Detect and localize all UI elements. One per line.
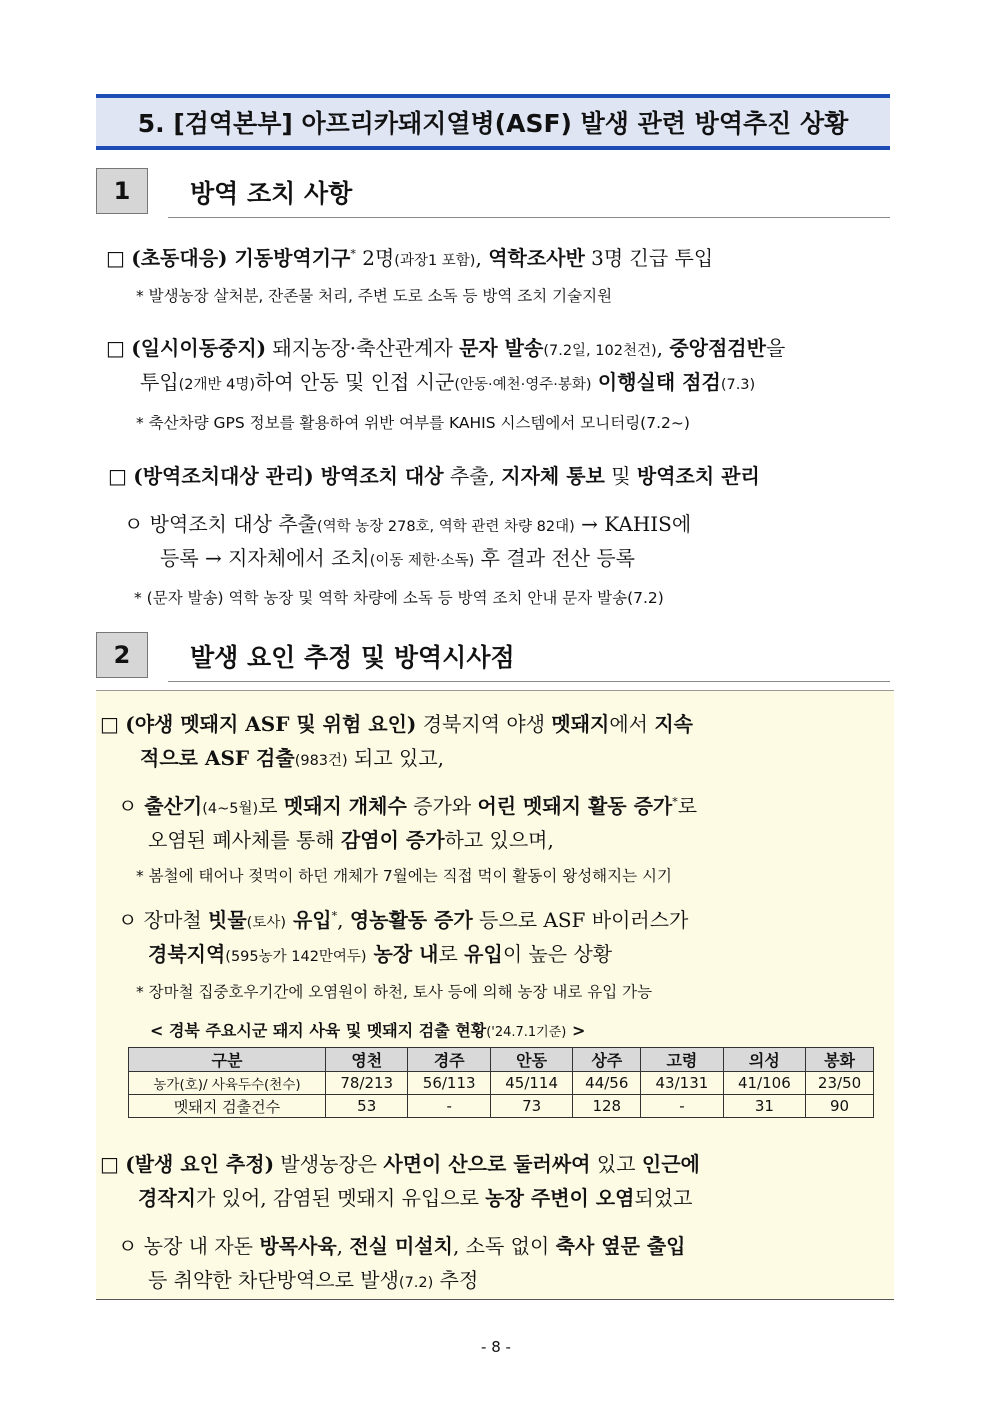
bullet-text: , [337,908,350,932]
bullet-text: 추출, [443,464,502,488]
table-cell: 128 [573,1095,641,1118]
s1-bullet-2 [106,332,785,361]
s1-sub-bullet [124,508,691,537]
bullet-lead: (초동대응) [131,246,228,270]
bullet-term: 기동방역기구 [227,246,351,270]
bullet-text: 발생농장은 [274,1152,384,1176]
bullet-paren: (과장1 포함) [394,253,476,269]
table-row [129,1095,874,1118]
bullet-paren: (토사) [246,915,286,931]
table-cell: 44/56 [573,1072,641,1095]
bullet-text: 등록 → 지자체에서 조치 [160,546,370,570]
s2-sub-bullet-2 [118,904,688,933]
checkbox-glyph: □ [100,1152,119,1176]
bullet-term: 지자체 통보 [501,464,605,488]
table-caption [150,1018,585,1041]
bullet-paren: (983건) [294,753,348,769]
checkbox-glyph: □ [106,246,125,270]
table-cell: 23/50 [806,1072,874,1095]
circle-bullet-glyph: ㅇ [124,512,144,536]
bullet-term: 인근에 [641,1152,700,1176]
footnote-mark: * [350,247,356,261]
bullet-term: 출산기 [137,794,203,818]
bullet-text: , [656,336,670,360]
section-1-header [96,168,890,216]
stats-table [128,1047,874,1118]
table-cell: 41/106 [723,1072,805,1095]
section-2-title: 발생 요인 추정 및 방역시사점 [190,643,515,672]
bullet-text: 방역조치 대상 추출 [143,512,317,536]
s2-sub-bullet-2-line-2 [148,938,612,967]
bullet-term: 방목사육 [259,1234,337,1258]
section-divider [168,681,890,682]
bullet-term: 어린 멧돼지 활동 증가 [477,794,673,818]
table-header: 고령 [641,1048,723,1072]
bullet-lead: (발생 요인 추정) [125,1152,275,1176]
bullet-lead: (일시이동중지) [131,336,267,360]
s1-note-2: * 축산차량 GPS 정보를 활용하여 위반 여부를 KAHIS 시스템에서 모니터링(7.2~) [136,414,690,432]
bullet-text: 로 [258,794,284,818]
table-header: 영천 [326,1048,408,1072]
bullet-lead: (야생 멧돼지 ASF 및 위험 요인) [125,712,417,736]
circle-bullet-glyph: ㅇ [118,794,138,818]
s1-note-3: * (문자 발송) 역학 농장 및 역학 차량에 소독 등 방역 조치 안내 문자 발송(7.2) [134,589,664,607]
table-header-row [129,1048,874,1072]
bullet-text: 돼지농장·축산관계자 [266,336,460,360]
bullet-text: 추정 [433,1268,479,1292]
bullet-text: 후 결과 전산 등록 [474,546,635,570]
bullet-paren: (7.2) [398,1275,434,1291]
bullet-term: 역학조사반 [488,246,585,270]
bullet-text: 을 [765,336,786,360]
table-cell: 45/114 [490,1072,572,1095]
bullet-term: 경북지역 [148,942,226,966]
table-caption-date: ('24.7.1기준) [486,1025,567,1040]
table-row [129,1072,874,1095]
bullet-term: 멧돼지 개체수 [283,794,407,818]
bullet-paren: (7.2일, 102천건) [543,343,657,359]
table-cell: 73 [490,1095,572,1118]
table-cell: 90 [806,1095,874,1118]
bullet-text: 및 [604,464,637,488]
bullet-lead: (방역조치대상 관리) [133,464,314,488]
footnote-mark: * [672,795,678,809]
bullet-term: 이행실태 점검 [597,370,721,394]
s1-note-1: * 발생농장 살처분, 잔존물 처리, 주변 도로 소독 등 방역 조치 기술지원 [136,287,613,305]
table-cell: 78/213 [326,1072,408,1095]
bullet-paren: (595농가 142만여두) [225,949,367,965]
footnote-mark: * [331,909,338,923]
bullet-text: 2명 [355,246,395,270]
table-cell: 56/113 [408,1072,490,1095]
bullet-term: 농장 주변이 오염 [485,1186,635,1210]
bullet-text: 되었고 [634,1186,693,1210]
bullet-text: , 소독 없이 [452,1234,556,1258]
bullet-term: 전실 미설치 [349,1234,453,1258]
s1-bullet-2-line-2 [140,366,755,395]
bullet-text: 등으로 ASF 바이러스가 [472,908,689,932]
table-cell: 53 [326,1095,408,1118]
bullet-term: 중앙점검반 [669,336,766,360]
document-title-bar [96,94,890,150]
bullet-text: 에서 [609,712,655,736]
s2-bullet-2-line-2 [138,1182,692,1211]
checkbox-glyph: □ [106,336,125,360]
section-1-title: 방역 조치 사항 [190,179,353,208]
table-header: 구분 [129,1048,326,1072]
table-row-label: 농가(호)/ 사육두수(천수) [129,1072,326,1095]
bullet-text: 투입 [140,370,179,394]
bullet-text: 오염된 폐사체를 통해 [148,828,341,852]
bullet-term: 감염이 증가 [340,828,445,852]
bullet-term: 멧돼지 [551,712,610,736]
bullet-term: 축사 옆문 출입 [555,1234,686,1258]
bullet-text: 이 높은 상황 [502,942,613,966]
s2-sub-bullet-1 [118,790,697,819]
bullet-text: 로 [677,794,698,818]
table-header: 의성 [723,1048,805,1072]
section-2-header [96,632,890,680]
bullet-text: 경북지역 야생 [416,712,552,736]
s2-sub-bullet-3 [118,1230,686,1259]
bullet-paren: (이동 제한·소독) [369,553,475,569]
bullet-text: 가 있어, 감염된 멧돼지 유입으로 [195,1186,486,1210]
bullet-paren: (4~5월) [202,801,259,817]
table-cell: - [641,1095,723,1118]
table-header: 봉화 [806,1048,874,1072]
bullet-paren: (2개반 4명) [178,377,256,393]
checkbox-glyph: □ [100,712,119,736]
document-title: 5. [검역본부] 아프리카돼지열병(ASF) 발생 관련 방역추진 상황 [137,109,849,138]
section-1-number: 1 [96,168,148,214]
bullet-term: 문자 발송 [459,336,544,360]
bullet-text: 하여 안동 및 인접 시군 [255,370,455,394]
table-cell: - [408,1095,490,1118]
bullet-text: 3명 긴급 투입 [584,246,714,270]
s1-sub-bullet-line-2 [160,542,635,571]
s2-note-1: * 봄철에 태어나 젖먹이 하던 개체가 7월에는 직접 먹이 활동이 왕성해지는 시기 [136,867,672,885]
table-cell: 31 [723,1095,805,1118]
s2-sub-bullet-1-line-2 [148,824,554,853]
s2-bullet-2 [100,1148,700,1177]
section-2-number: 2 [96,632,148,678]
bullet-text: 있고 [590,1152,642,1176]
s1-bullet-3 [108,460,760,489]
bullet-text: 하고 있으며, [444,828,554,852]
bullet-term: 사면이 산으로 둘러싸여 [383,1152,591,1176]
table-row-label: 멧돼지 검출건수 [129,1095,326,1118]
bullet-text: , [336,1234,350,1258]
bullet-term: 경작지 [138,1186,196,1210]
bullet-text: 농장 내 자돈 [137,1234,260,1258]
bullet-term: 영농활동 증가 [349,908,473,932]
table-cell: 43/131 [641,1072,723,1095]
bullet-paren: (역학 농장 278호, 역학 관련 차량 82대) [316,519,575,535]
bullet-text: 등 취약한 차단방역으로 발생 [148,1268,399,1292]
bullet-text: → KAHIS에 [574,512,692,536]
bullet-text: , [475,246,489,270]
table-caption-text: > [566,1021,586,1040]
bullet-text: 로 [438,942,465,966]
bullet-text: 와 [451,794,478,818]
table-caption-text: < 경북 주요시군 돼지 사육 및 멧돼지 검출 현황 [150,1021,487,1040]
page-number: - 8 - [481,1338,511,1356]
bullet-term: 빗물 [208,908,247,932]
bullet-term: 방역조치 관리 [636,464,760,488]
bullet-term: 농장 내 [366,942,439,966]
circle-bullet-glyph: ㅇ [118,1234,138,1258]
circle-bullet-glyph: ㅇ [118,908,138,932]
bullet-term: 방역조치 대상 [313,464,444,488]
bullet-term: 유입 [285,908,332,932]
table-header: 상주 [573,1048,641,1072]
checkbox-glyph: □ [108,464,127,488]
section-divider [168,217,890,218]
bullet-term: 유입 [464,942,503,966]
s2-bullet-1-line-2 [140,742,444,771]
bullet-paren: (7.3) [720,377,756,393]
s2-bullet-1 [100,708,693,737]
table-header: 경주 [408,1048,490,1072]
bullet-term: 적으로 ASF 검출 [140,746,295,770]
s2-sub-bullet-3-line-2 [148,1264,478,1293]
bullet-paren: (안동·예천·영주·봉화) [454,377,592,393]
bullet-text: 장마철 [137,908,209,932]
s2-note-2: * 장마철 집중호우기간에 오염원이 하천, 토사 등에 의해 농장 내로 유입 가능 [136,983,653,1001]
bullet-term: 지속 [654,712,693,736]
bullet-text: 되고 있고, [347,746,445,770]
table-header: 안동 [490,1048,572,1072]
s1-bullet-1 [106,242,713,271]
bullet-text: 증가 [406,794,452,818]
